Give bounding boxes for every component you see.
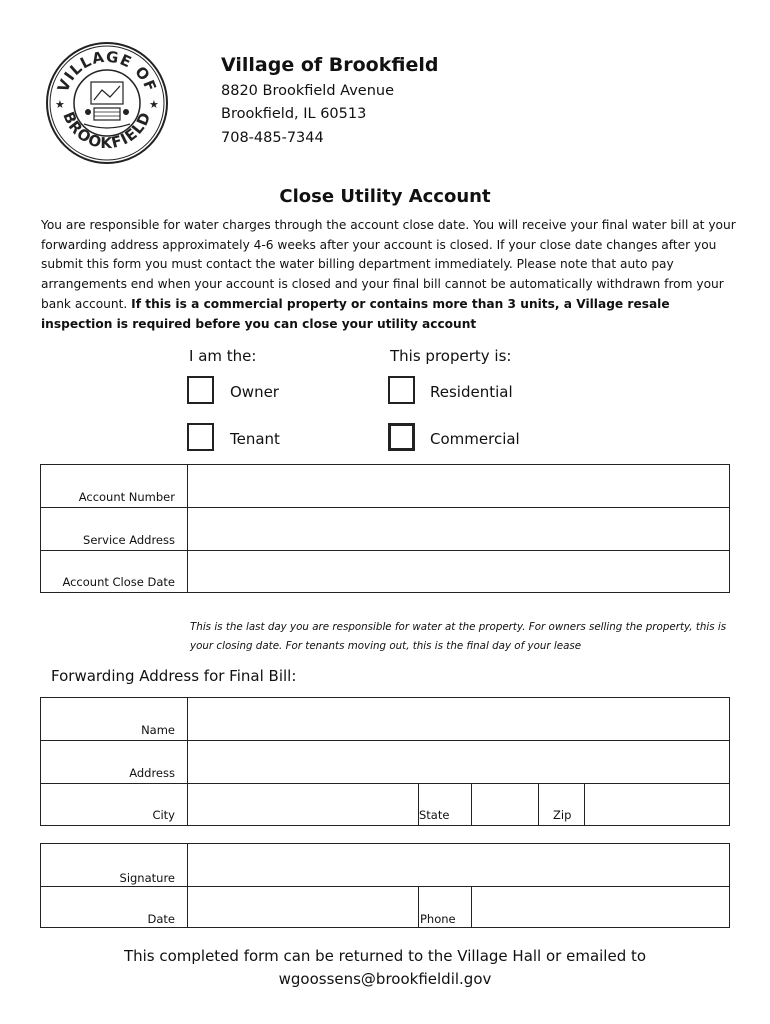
zip-field[interactable] [585, 784, 729, 825]
name-label: Name [141, 723, 175, 737]
intro-paragraph [41, 216, 741, 334]
owner-checkbox[interactable] [187, 376, 214, 404]
form-title: Close Utility Account [279, 186, 491, 207]
org-address-line2: Brookfield, IL 60513 [221, 106, 367, 122]
tenant-label: Tenant [230, 430, 280, 448]
org-phone: 708-485-7344 [221, 130, 324, 146]
footer-email: wgoossens@brookfieldil.gov [278, 970, 492, 988]
svg-text:★: ★ [149, 98, 159, 111]
city-field[interactable] [188, 784, 418, 825]
commercial-label: Commercial [430, 430, 520, 448]
intro-text: You are responsible for water charges through the account close date. You will receive your final water bill at your forwarding address approximately 4-6 weeks after your account is closed. If your close date changes after you submit this form you must contact the water billing department immediately. Please note that auto pay arrangements end when your account is closed and your final bill cannot be automatically withdrawn from your bank account. [41, 218, 736, 311]
address-field[interactable] [188, 741, 729, 783]
forwarding-heading: Forwarding Address for Final Bill: [51, 667, 297, 685]
signature-field[interactable] [188, 844, 729, 886]
account-table [40, 464, 730, 593]
tenant-checkbox[interactable] [187, 423, 214, 451]
owner-label: Owner [230, 383, 279, 401]
village-seal-logo [44, 40, 170, 166]
account-number-field[interactable] [188, 465, 729, 507]
commercial-checkbox[interactable] [388, 423, 415, 451]
date-label: Date [147, 912, 175, 926]
org-name: Village of Brookfield [221, 54, 439, 76]
zip-label: Zip [553, 808, 572, 822]
signature-label: Signature [119, 871, 175, 885]
footer-line1: This completed form can be returned to the Village Hall or emailed to [123, 947, 647, 965]
role-label: I am the: [189, 347, 257, 365]
residential-checkbox[interactable] [388, 376, 415, 404]
city-label: City [152, 808, 175, 822]
intro-bold-text: If this is a commercial property or contains more than 3 units, a Village resale inspection is required before you can close your utility account [41, 296, 670, 331]
account-close-date-field[interactable] [188, 551, 729, 592]
date-field[interactable] [188, 887, 418, 927]
close-date-note: This is the last day you are responsible for water at the property. For owners selling the property, this is your closing date. For tenants moving out, this is the final day of your lease [190, 621, 727, 652]
signature-table [40, 843, 730, 928]
state-label: State [419, 808, 450, 822]
account-close-date-label: Account Close Date [62, 575, 175, 589]
address-label: Address [129, 766, 175, 780]
forwarding-table [40, 697, 730, 826]
state-field[interactable] [472, 784, 538, 825]
svg-text:BROOKFIELD: BROOKFIELD [59, 108, 155, 153]
org-address-line1: 8820 Brookfield Avenue [221, 83, 395, 99]
property-label: This property is: [390, 347, 512, 365]
residential-label: Residential [430, 383, 513, 401]
svg-text:★: ★ [55, 98, 65, 111]
service-address-label: Service Address [83, 533, 175, 547]
name-field[interactable] [188, 698, 729, 740]
phone-label: Phone [420, 912, 456, 926]
service-address-field[interactable] [188, 508, 729, 550]
svg-text:VILLAGE OF: VILLAGE OF [53, 47, 161, 95]
account-number-label: Account Number [78, 490, 175, 504]
phone-field[interactable] [472, 887, 729, 927]
